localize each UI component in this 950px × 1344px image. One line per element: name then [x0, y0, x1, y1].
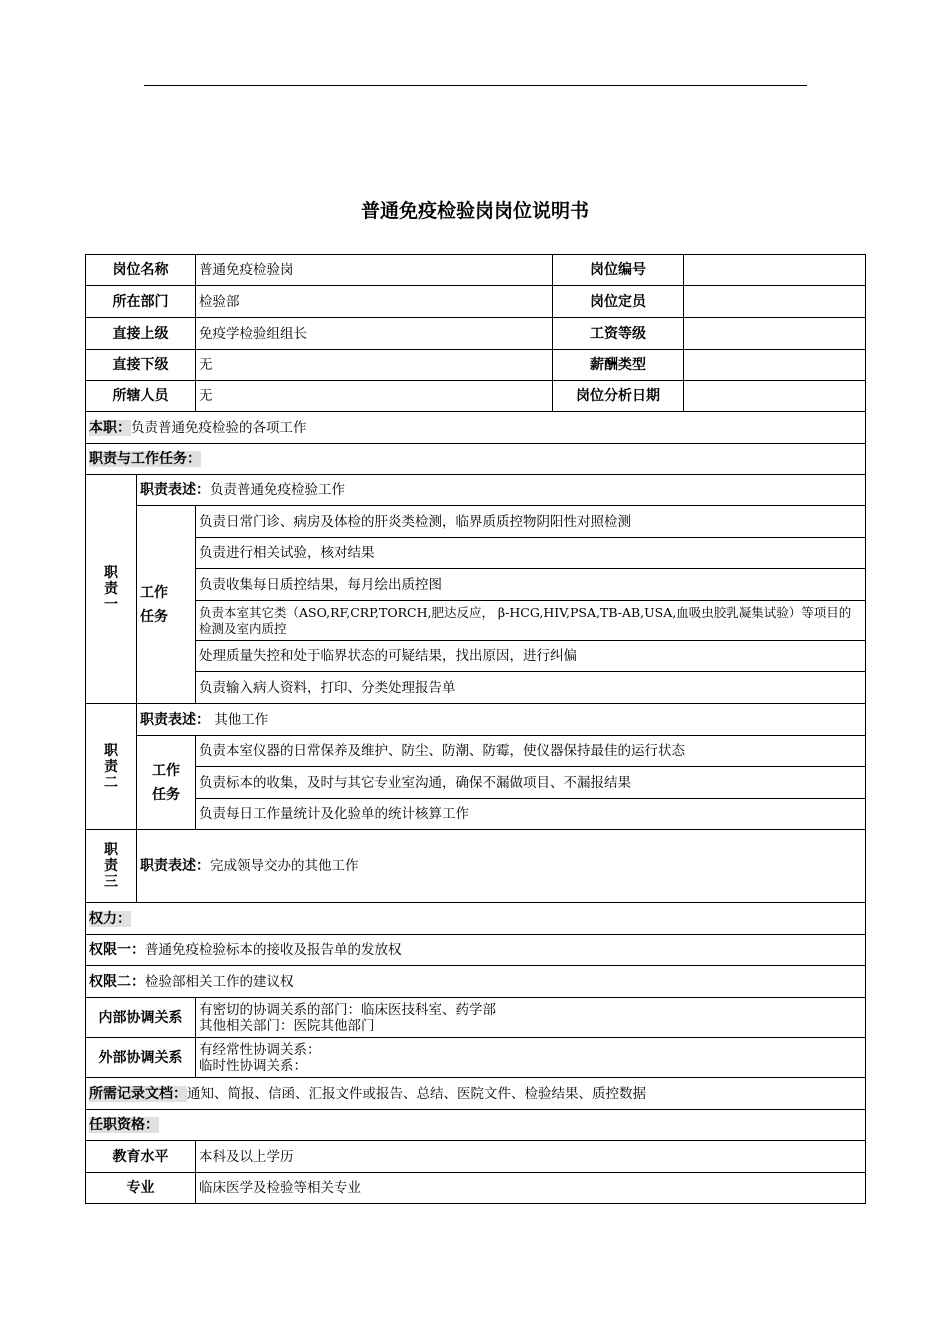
records-cell: [86, 1078, 866, 1110]
resp1-task-1: 负责日常门诊、病房及体检的肝炎类检测，临界质质控物阴阳性对照检测: [196, 506, 866, 538]
resp2-desc-row: [86, 704, 866, 736]
limit2-label: 权限二：: [89, 973, 145, 990]
resp2-desc-cell: [137, 704, 866, 736]
dept-value: 检验部: [196, 286, 553, 318]
resp1-task-4: 负责本室其它类（ASO,RF,CRP,TORCH,肥达反应， β-HCG,HIV,PSA,TB-AB,USA,血吸虫胶乳凝集试验）等项目的检测及室内质控: [196, 601, 866, 641]
row-post-name: [86, 255, 866, 286]
education-label: 教育水平: [86, 1141, 196, 1173]
external-coordination-line: 临时性协调关系：: [199, 1057, 307, 1074]
authority-header-cell: [86, 903, 866, 935]
resp1-desc-label: 职责表述：: [140, 482, 210, 498]
responsibilities-label: 职责与工作任务：: [89, 451, 201, 467]
resp2-task-1: 负责本室仪器的日常保养及维护、防尘、防潮、防霉，使仪器保持最佳的运行状态: [196, 736, 866, 767]
resp3-desc-label: 职责表述：: [140, 858, 210, 874]
duty-cell: [86, 412, 866, 444]
superior-value: 免疫学检验组组长: [196, 318, 553, 350]
duty-label: 本职：: [89, 419, 131, 436]
records-label: 所需记录文档：: [89, 1085, 187, 1102]
education-value: 本科及以上学历: [196, 1141, 866, 1173]
staff-label: 所辖人员: [86, 381, 196, 412]
dept-label: 所在部门: [86, 286, 196, 318]
limit1-label: 权限一：: [89, 942, 145, 958]
external-coordination-line: 有经常性协调关系：: [199, 1041, 321, 1058]
resp2-label: 职 责 二: [86, 704, 137, 830]
limit1-text: 普通免疫检验标本的接收及报告单的发放权: [145, 942, 402, 958]
quota-label: 岗位定员: [553, 286, 684, 318]
row-duty: [86, 412, 866, 444]
subordinate-label: 直接下级: [86, 350, 196, 381]
qualification-header-cell: [86, 1110, 866, 1141]
resp2-task-row: [86, 736, 866, 767]
grade-label: 工资等级: [553, 318, 684, 350]
external-coordination-label: 外部协调关系: [86, 1038, 196, 1078]
resp1-task-3: 负责收集每日质控结果，每月绘出质控图: [196, 569, 866, 601]
row-dept: [86, 286, 866, 318]
resp1-desc: 负责普通免疫检验工作: [210, 482, 345, 498]
qualification-label: 任职资格：: [89, 1117, 159, 1133]
subordinate-value: 无: [196, 350, 553, 381]
limit1-cell: [86, 935, 866, 966]
analysis-date-label: 岗位分析日期: [553, 381, 684, 412]
row-major: [86, 1173, 866, 1204]
grade-value: [684, 318, 866, 350]
row-authority-header: [86, 903, 866, 935]
page-title: 普通免疫检验岗岗位说明书: [360, 200, 589, 222]
resp3-row: [86, 830, 866, 903]
resp1-task-row: [86, 538, 866, 569]
internal-coordination-cell: [196, 998, 866, 1038]
post-name-label: 岗位名称: [86, 255, 196, 286]
duty-text: 负责普通免疫检验的各项工作: [131, 419, 307, 436]
row-limit2: [86, 966, 866, 998]
row-records: [86, 1078, 866, 1110]
row-subordinate: [86, 350, 866, 381]
salary-type-value: [684, 350, 866, 381]
job-description-table: [85, 254, 866, 1204]
analysis-date-value: [684, 381, 866, 412]
row-responsibilities-header: [86, 444, 866, 475]
internal-coordination-line: 有密切的协调关系的部门：临床医技科室、药学部: [199, 1001, 496, 1018]
limit2-text: 检验部相关工作的建议权: [145, 973, 294, 990]
major-value: 临床医学及检验等相关专业: [196, 1173, 866, 1204]
resp3-desc-cell: [137, 830, 866, 903]
internal-coordination-line: 其他相关部门：医院其他部门: [199, 1017, 375, 1034]
resp1-desc-cell: [137, 475, 866, 506]
responsibilities-header-cell: [86, 444, 866, 475]
resp2-desc-label: 职责表述：: [140, 711, 210, 728]
row-external-coordination: [86, 1038, 866, 1078]
staff-value: 无: [196, 381, 553, 412]
row-internal-coordination: [86, 998, 866, 1038]
resp1-task-row: [86, 641, 866, 672]
major-label: 专业: [86, 1173, 196, 1204]
quota-value: [684, 286, 866, 318]
row-qualification-header: [86, 1110, 866, 1141]
post-no-value: [684, 255, 866, 286]
resp2-task-3: 负责每日工作量统计及化验单的统计核算工作: [196, 799, 866, 830]
resp3-desc: 完成领导交办的其他工作: [210, 858, 359, 874]
resp1-task-row: [86, 672, 866, 704]
header-rule: [144, 85, 807, 86]
resp1-task-label: 工作 任务: [137, 506, 196, 704]
row-limit1: [86, 935, 866, 966]
external-coordination-cell: [196, 1038, 866, 1078]
post-no-label: 岗位编号: [553, 255, 684, 286]
limit2-cell: [86, 966, 866, 998]
superior-label: 直接上级: [86, 318, 196, 350]
resp2-task-row: [86, 799, 866, 830]
row-staff: [86, 381, 866, 412]
resp1-task-row: [86, 601, 866, 641]
resp1-desc-row: [86, 475, 866, 506]
resp1-task-5: 处理质量失控和处于临界状态的可疑结果，找出原因，进行纠偏: [196, 641, 866, 672]
resp1-task-row: [86, 569, 866, 601]
internal-coordination-label: 内部协调关系: [86, 998, 196, 1038]
records-text: 通知、简报、信函、汇报文件或报告、总结、医院文件、检验结果、质控数据: [187, 1085, 646, 1102]
post-name-value: 普通免疫检验岗: [196, 255, 553, 286]
salary-type-label: 薪酬类型: [553, 350, 684, 381]
row-superior: [86, 318, 866, 350]
resp1-task-row: [86, 506, 866, 538]
resp1-task-2: 负责进行相关试验，核对结果: [196, 538, 866, 569]
authority-label: 权力：: [89, 910, 131, 927]
resp1-label: 职 责 一: [86, 475, 137, 704]
resp1-task-6: 负责输入病人资料，打印、分类处理报告单: [196, 672, 866, 704]
resp2-task-2: 负责标本的收集，及时与其它专业室沟通，确保不漏做项目、不漏报结果: [196, 767, 866, 799]
row-education: [86, 1141, 866, 1173]
resp2-task-label: 工作 任务: [137, 736, 196, 830]
resp2-desc: 其他工作: [210, 711, 269, 728]
resp3-label: 职 责 三: [86, 830, 137, 903]
resp2-task-row: [86, 767, 866, 799]
